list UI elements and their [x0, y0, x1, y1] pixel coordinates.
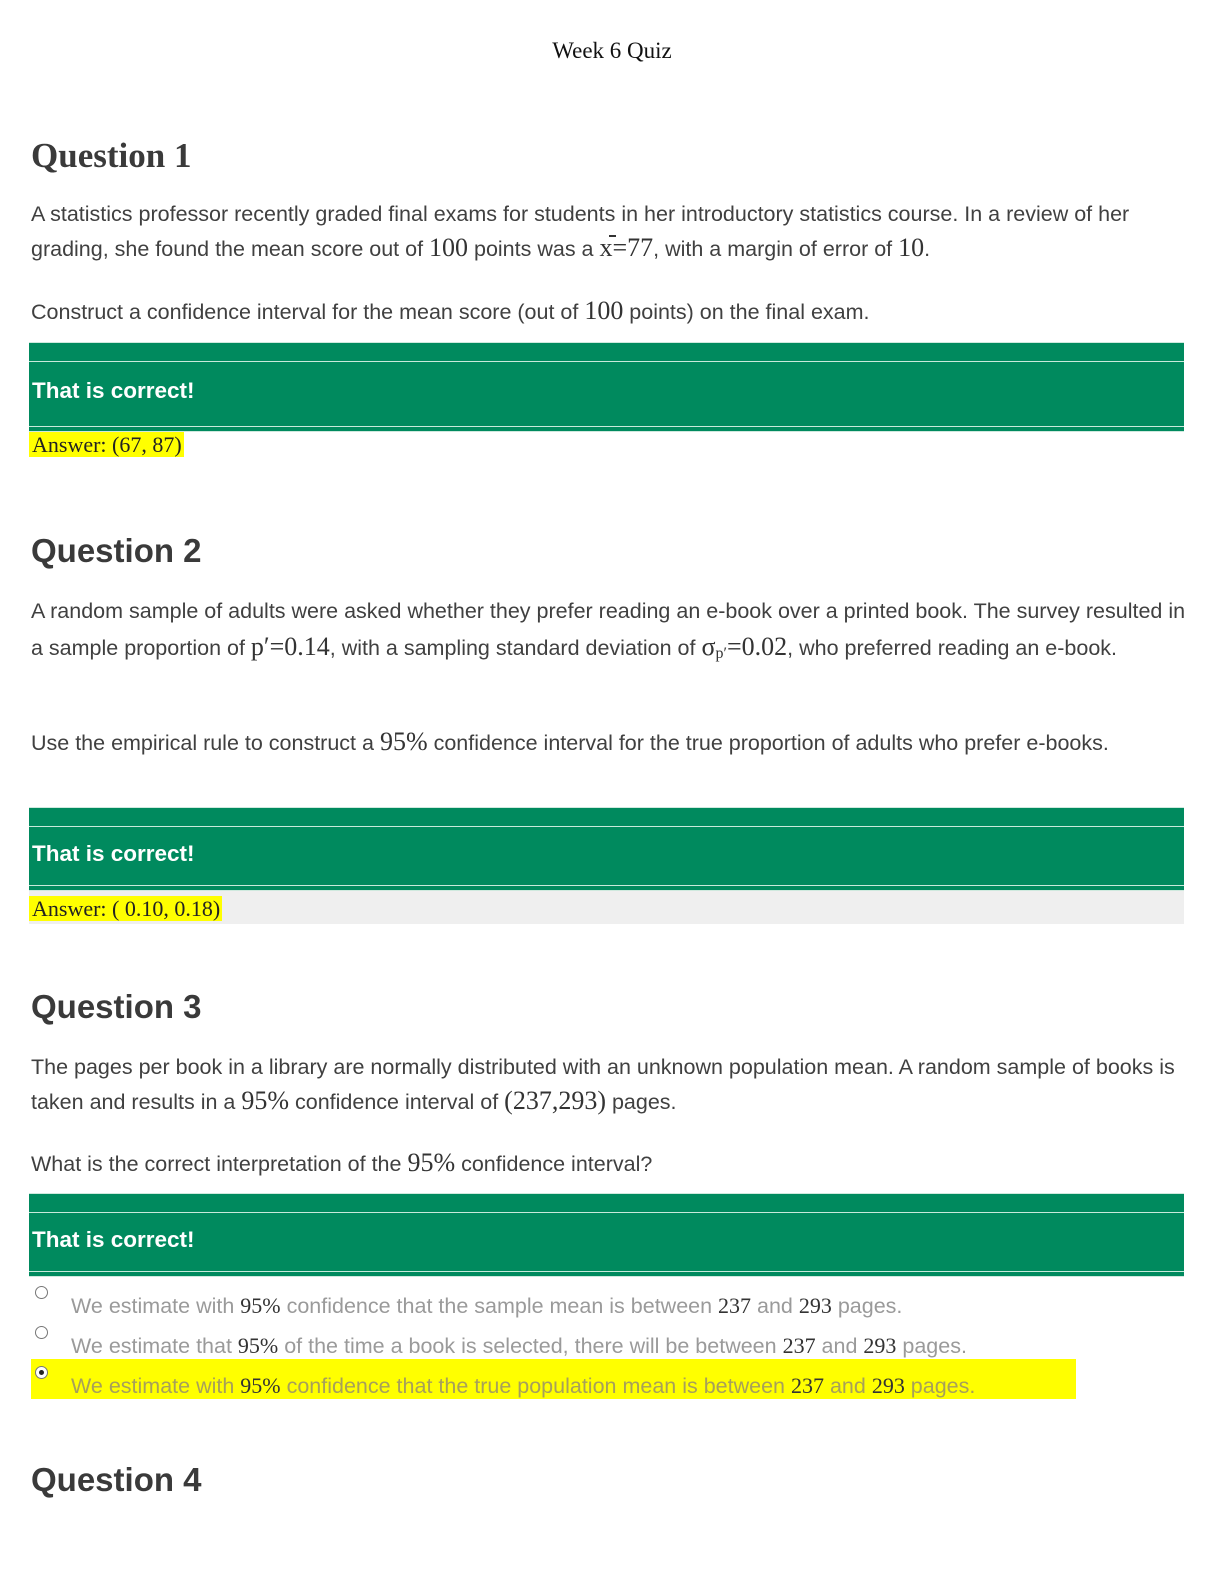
question-1-heading: Question 1: [31, 136, 192, 175]
correct-feedback-banner: [29, 342, 1184, 432]
question-2-heading: Question 2: [31, 532, 202, 569]
answer-option-2[interactable]: [31, 1323, 1081, 1363]
question-1-answer: Answer: (67, 87): [29, 432, 184, 458]
question-3-instruction: What is the correct interpretation of the 95% confidence interval?: [31, 1148, 653, 1177]
correct-feedback-text: That is correct!: [32, 378, 195, 403]
question-2-answer: Answer: ( 0.10, 0.18): [29, 896, 222, 922]
answer-option-3-selected[interactable]: [31, 1359, 1076, 1399]
correct-feedback-banner: [29, 807, 1184, 891]
question-3-heading: Question 3: [31, 988, 202, 1025]
correct-feedback-text: That is correct!: [32, 841, 195, 866]
question-1-prompt: A statistics professor recently graded final exams for students in her introductory statistics course. In a review of her grading, she found the mean score out of 100 points was a x=77, with a margin of error of 10.: [31, 197, 1191, 266]
question-4-heading: Question 4: [31, 1461, 202, 1498]
question-2-prompt: A random sample of adults were asked whether they prefer reading an e-book over a printed book. The survey resulted in a sample proportion of p′=0.14, with a sampling standard deviation of σp′=0.02, who preferred reading an e-book.: [31, 599, 1186, 662]
question-3-prompt: The pages per book in a library are normally distributed with an unknown population mean. A random sample of books is taken and results in a 95% confidence interval of (237,293) pages.: [31, 1055, 1175, 1115]
radio-button-checked[interactable]: [35, 1366, 48, 1379]
radio-button[interactable]: [35, 1286, 48, 1299]
question-1-instruction: Construct a confidence interval for the mean score (out of 100 points) on the final exam.: [31, 296, 870, 325]
question-2-instruction: Use the empirical rule to construct a 95% confidence interval for the true proportion of adults who prefer e-books.: [31, 727, 1109, 756]
answer-option-label: We estimate with 95% confidence that the true population mean is between 237 and 293 pages.: [71, 1373, 976, 1398]
answer-option-label: We estimate that 95% of the time a book is selected, there will be between 237 and 293 pages.: [71, 1333, 967, 1358]
correct-feedback-banner: [29, 1193, 1184, 1277]
answer-option-label: We estimate with 95% confidence that the sample mean is between 237 and 293 pages.: [71, 1293, 903, 1318]
answer-option-1[interactable]: [31, 1283, 1081, 1323]
page-title: Week 6 Quiz: [552, 38, 672, 63]
radio-button[interactable]: [35, 1326, 48, 1339]
correct-feedback-text: That is correct!: [32, 1227, 195, 1252]
